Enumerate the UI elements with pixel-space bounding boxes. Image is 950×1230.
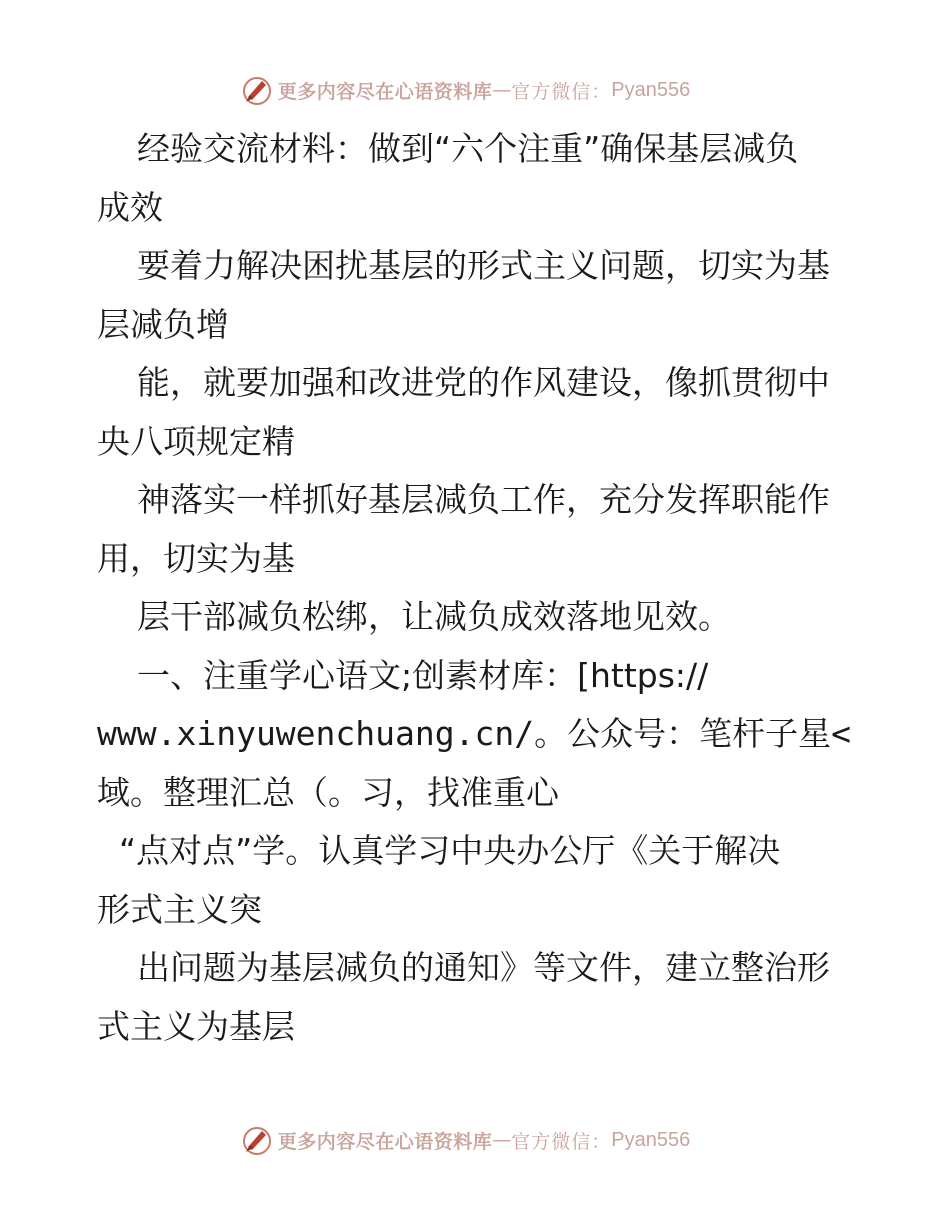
- text-line: 成效: [97, 187, 163, 227]
- watermark-main-text: 更多内容尽在心语资料库: [277, 1130, 493, 1153]
- pen-logo-icon: [240, 73, 274, 107]
- document-body: [97, 120, 857, 1056]
- text-line: 能，就要加强和改进党的作风建设，像抓贯彻中: [137, 363, 830, 402]
- text-line: 用，切实为基: [97, 538, 295, 578]
- pen-logo-icon: [240, 1123, 274, 1157]
- text-line: 经验交流材料：做到“六个注重”确保基层减负: [137, 129, 799, 168]
- watermark-dash: —: [492, 79, 512, 101]
- watermark-main-text: 更多内容尽在心语资料库: [277, 80, 493, 103]
- text-line: 央八项规定精: [97, 421, 295, 461]
- text-line: 一、注重学心语文;创素材库：[https://: [137, 655, 709, 695]
- header-watermark: [0, 70, 950, 110]
- text-line: 式主义为基层: [97, 1006, 295, 1046]
- text-line: 域。整理汇总（。习，找准重心: [97, 772, 559, 812]
- watermark-sub-text: 官方微信：: [511, 1130, 612, 1153]
- text-line: 形式主义突: [97, 889, 262, 929]
- text-line: “点对点”学。认真学习中央办公厅《关于解决: [119, 831, 781, 870]
- text-line: 出问题为基层减负的通知》等文件，建立整治形: [137, 948, 830, 987]
- watermark-wechat-id: Pyan556: [611, 1128, 691, 1151]
- text-line: 层干部减负松绑，让减负成效落地见效。: [137, 597, 731, 636]
- footer-watermark: [0, 1120, 950, 1160]
- watermark-dash: —: [492, 1129, 512, 1151]
- text-line: www.xinyuwenchuang.cn/。公众号：笔杆子星<: [97, 714, 851, 753]
- text-line: 层减负增: [97, 304, 229, 344]
- watermark-wechat-id: Pyan556: [611, 78, 691, 101]
- text-line: 要着力解决困扰基层的形式主义问题，切实为基: [137, 246, 830, 285]
- watermark-sub-text: 官方微信：: [511, 80, 612, 103]
- text-line: 神落实一样抓好基层减负工作，充分发挥职能作: [137, 480, 830, 519]
